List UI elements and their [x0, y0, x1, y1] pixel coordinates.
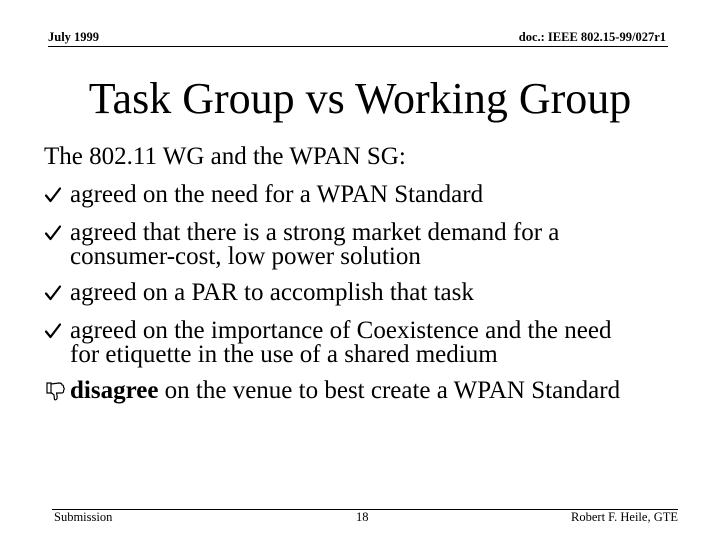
list-item: [44, 274, 704, 312]
list-item-text-continued: consumer-cost, low power solution: [70, 243, 421, 270]
footer-author: Robert F. Heile, GTE: [571, 510, 678, 524]
list-item-text: on the venue to best create a WPAN Standard: [158, 377, 621, 404]
list-item-text: agreed on the need for a WPAN Standard: [70, 181, 484, 208]
list-item-text: agreed on the importance of Coexistence and the need: [70, 317, 612, 344]
page-number: 18: [356, 510, 369, 524]
list-item: [44, 312, 704, 368]
list-item: [44, 176, 704, 214]
header-doc-id: doc.: IEEE 802.15-99/027r1: [518, 30, 666, 44]
footer-submission: Submission: [54, 510, 113, 524]
thumbs-down-icon: [44, 372, 68, 410]
checkmark-icon: [44, 176, 68, 214]
list-item-text-continued: for etiquette in the use of a shared medium: [70, 341, 498, 368]
slide-body: [44, 138, 704, 410]
slide-title: Task Group vs Working Group: [88, 74, 632, 123]
header-date: July 1999: [48, 30, 100, 44]
checkmark-icon: [44, 312, 68, 350]
checkmark-icon: [44, 214, 68, 252]
disagree-emphasis: disagree: [70, 377, 159, 404]
list-item: [44, 214, 704, 270]
list-item: [44, 372, 704, 410]
list-item-text: agreed on a PAR to accomplish that task: [70, 279, 474, 306]
intro-text: The 802.11 WG and the WPAN SG:: [44, 143, 406, 170]
header-divider: [48, 46, 668, 47]
list-item-text: agreed that there is a strong market demand for a: [70, 219, 560, 246]
checkmark-icon: [44, 274, 68, 312]
